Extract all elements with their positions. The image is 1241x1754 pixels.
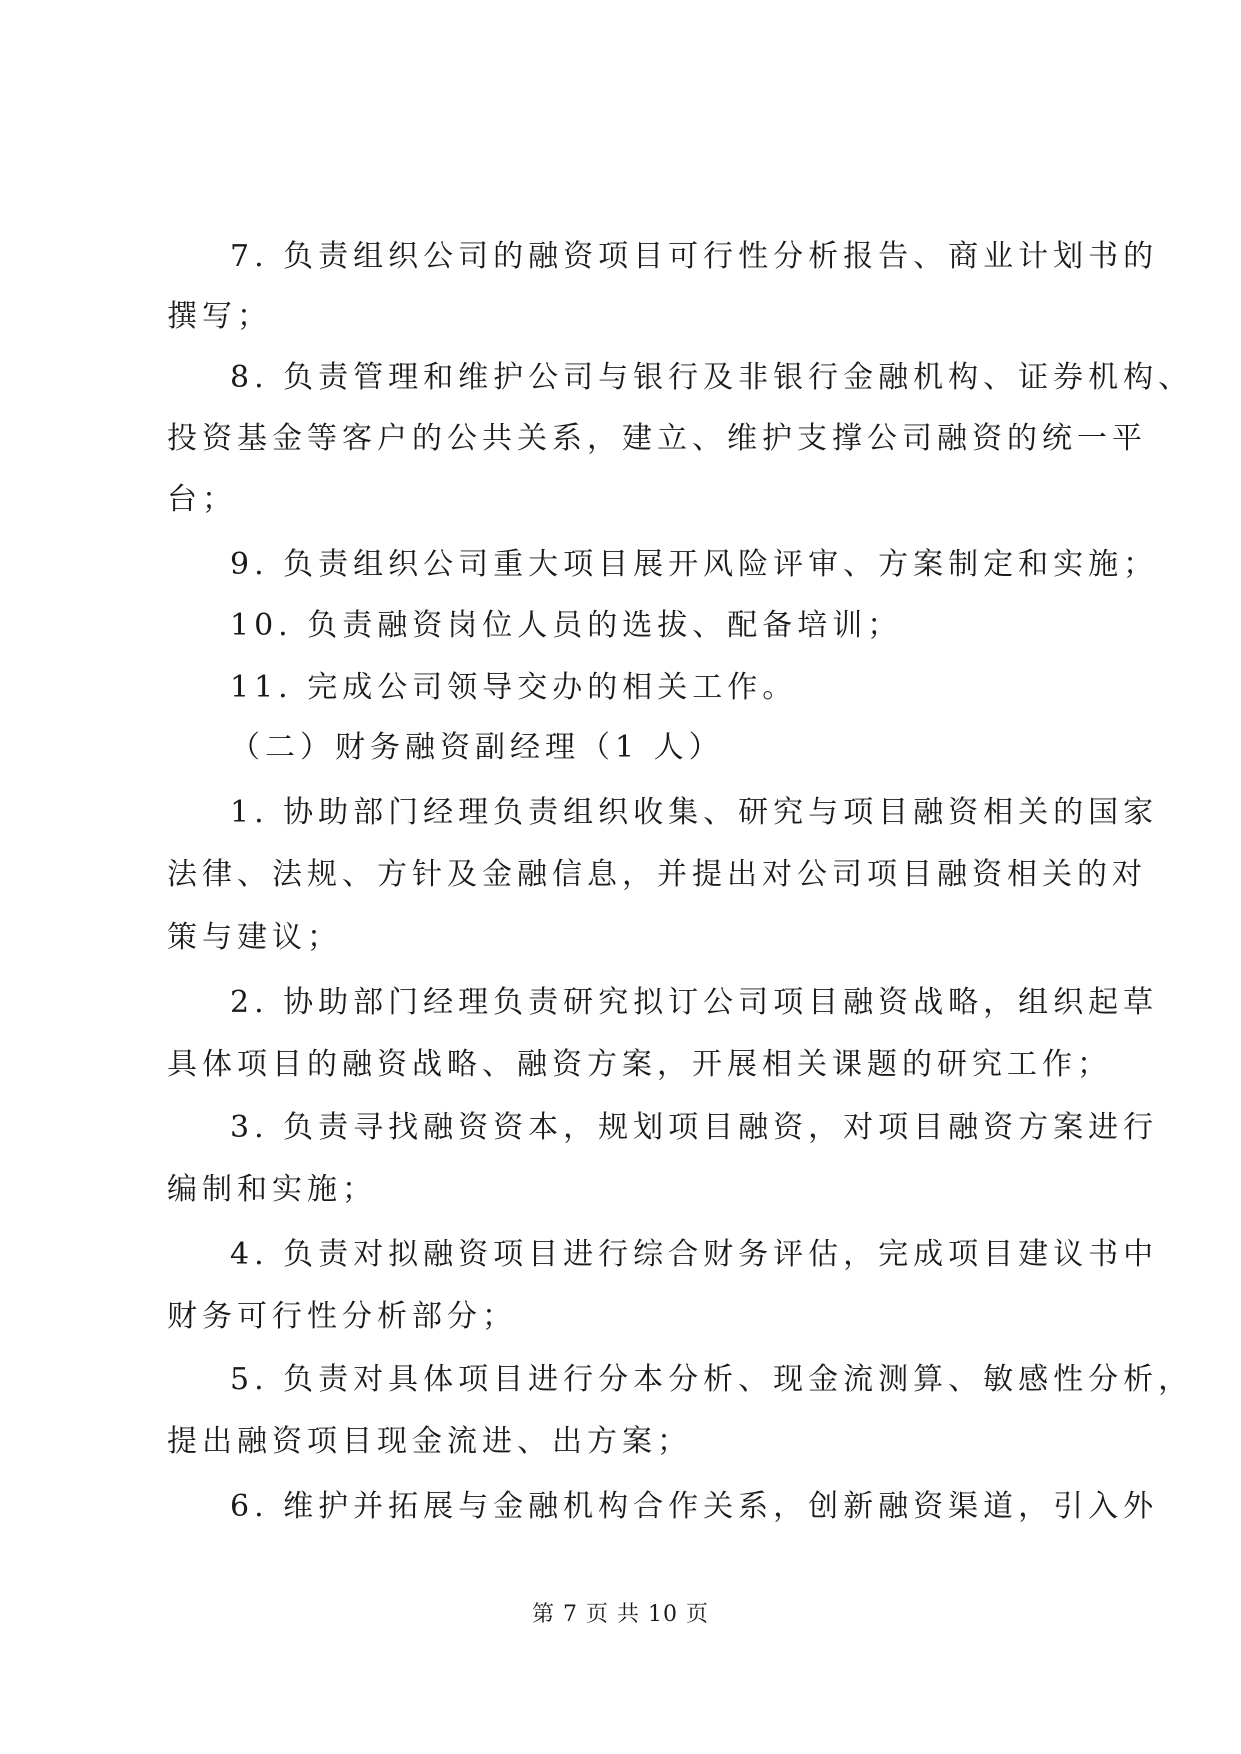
text-line: 5. 负责对具体项目进行分本分析、现金流测算、敏感性分析，	[230, 1362, 1194, 1397]
page-number-footer: 第 7 页 共 10 页	[532, 1602, 709, 1627]
text-line: 8. 负责管理和维护公司与银行及非银行金融机构、证券机构、	[230, 360, 1194, 395]
text-line: 具体项目的融资战略、融资方案，开展相关课题的研究工作；	[167, 1047, 1112, 1082]
section-heading: （二）财务融资副经理（1 人）	[230, 730, 724, 765]
text-line: 策与建议；	[167, 920, 342, 955]
text-line: 投资基金等客户的公共关系，建立、维护支撑公司融资的统一平	[167, 421, 1147, 456]
text-line: 财务可行性分析部分；	[167, 1299, 517, 1334]
text-line: 9. 负责组织公司重大项目展开风险评审、方案制定和实施；	[230, 547, 1159, 582]
text-line: 法律、法规、方针及金融信息，并提出对公司项目融资相关的对	[167, 857, 1147, 892]
text-line: 4. 负责对拟融资项目进行综合财务评估，完成项目建议书中	[230, 1237, 1159, 1272]
text-line: 7. 负责组织公司的融资项目可行性分析报告、商业计划书的	[230, 239, 1159, 274]
text-line: 6. 维护并拓展与金融机构合作关系，创新融资渠道，引入外	[230, 1489, 1159, 1524]
text-line: 2. 协助部门经理负责研究拟订公司项目融资战略，组织起草	[230, 985, 1159, 1020]
text-line: 台；	[167, 482, 237, 517]
text-line: 编制和实施；	[167, 1172, 377, 1207]
text-line: 10. 负责融资岗位人员的选拔、配备培训；	[230, 608, 903, 643]
text-line: 提出融资项目现金流进、出方案；	[167, 1424, 692, 1459]
text-line: 11. 完成公司领导交办的相关工作。	[230, 670, 798, 705]
text-line: 1. 协助部门经理负责组织收集、研究与项目融资相关的国家	[230, 795, 1159, 830]
text-line: 3. 负责寻找融资资本，规划项目融资，对项目融资方案进行	[230, 1110, 1159, 1145]
text-line: 撰写；	[167, 299, 272, 334]
